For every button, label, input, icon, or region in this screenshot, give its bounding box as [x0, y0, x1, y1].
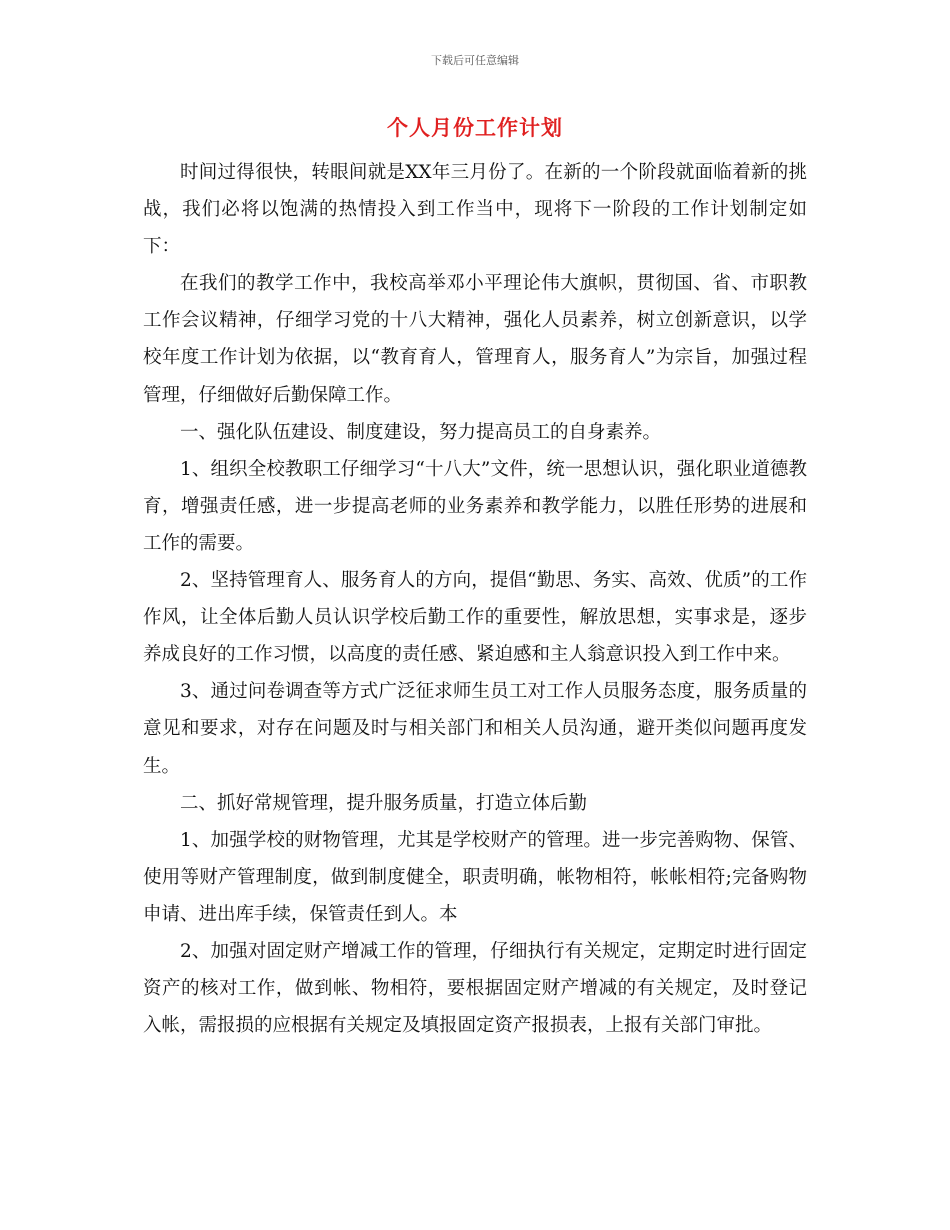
header-note: 下载后可任意编辑: [431, 54, 519, 67]
paragraph-item-1-1: 1、组织全校教职工仔细学习“十八大”文件，统一思想认识，强化职业道德教育，增强责任感，进一步提高老师的业务素养和教学能力，以胜任形势的进展和工作的需要。: [143, 458, 807, 554]
paragraph-intro: 时间过得很快，转眼间就是XX年三月份了。在新的一个阶段就面临着新的挑战，我们必将以饱满的热情投入到工作当中，现将下一阶段的工作计划制定如下：: [143, 162, 807, 258]
paragraph-item-2-2: 2、加强对固定财产增减工作的管理，仔细执行有关规定，定期定时进行固定资产的核对工作，做到帐、物相符，要根据固定财产增减的有关规定，及时登记入帐，需报损的应根据有关规定及填报固定资产报损表，上报有关部门审批。: [143, 940, 807, 1037]
page-title: 个人月份工作计划: [387, 116, 563, 140]
paragraph-teaching-work: 在我们的教学工作中，我校高举邓小平理论伟大旗帜，贯彻国、省、市职教工作会议精神，仔细学习党的十八大精神，强化人员素养，树立创新意识，以学校年度工作计划为依据，以“教育育人，管理育人，服务育人”为宗旨，加强过程管理，仔细做好后勤保障工作。: [143, 273, 807, 406]
paragraph-item-2-1: 1、加强学校的财物管理，尤其是学校财产的管理。进一步完善购物、保管、使用等财产管理制度，做到制度健全，职责明确，帐物相符，帐帐相符;完备购物申请、进出库手续，保管责任到人。本: [143, 829, 807, 925]
paragraph-item-1-2: 2、坚持管理育人、服务育人的方向，提倡“勤思、务实、高效、优质”的工作作风，让全体后勤人员认识学校后勤工作的重要性，解放思想，实事求是，逐步养成良好的工作习惯，以高度的责任感、紧迫感和主人翁意识投入到工作中来。: [143, 570, 807, 666]
section-heading-2: 二、抓好常规管理，提升服务质量，打造立体后勤: [180, 792, 588, 814]
paragraph-item-1-3: 3、通过问卷调查等方式广泛征求师生员工对工作人员服务态度，服务质量的意见和要求，对存在问题及时与相关部门和相关人员沟通，避开类似问题再度发生。: [143, 681, 807, 777]
section-heading-1: 一、强化队伍建设、制度建设，努力提高员工的自身素养。: [180, 421, 662, 443]
document-body: [143, 154, 807, 1044]
